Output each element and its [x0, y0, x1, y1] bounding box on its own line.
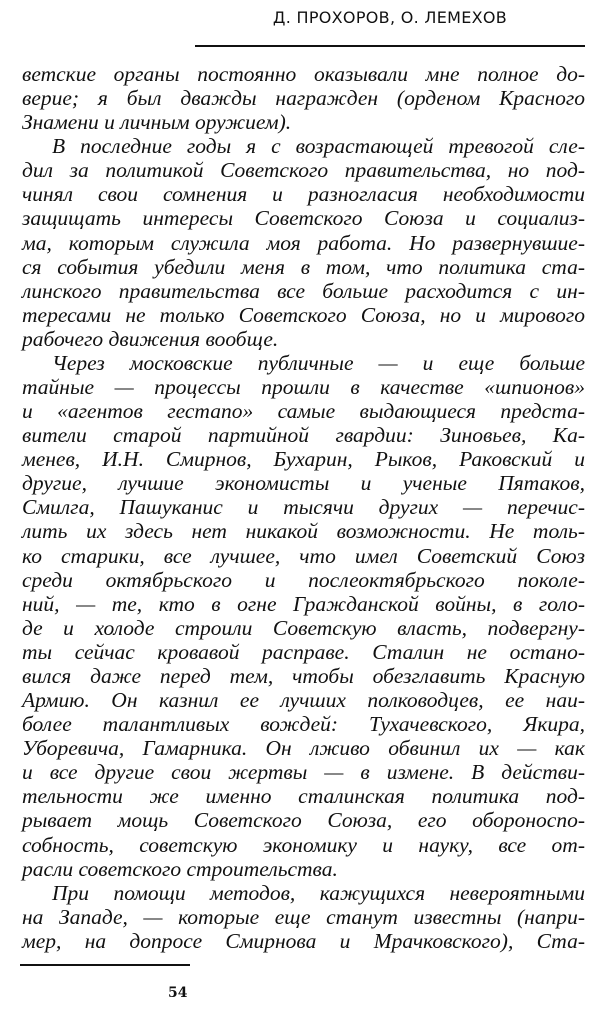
text-line: ний, — те, кто в огне Гражданской войны, в голо- — [22, 591, 585, 616]
text-line: Знамени и личным оружием). — [22, 110, 292, 135]
text-line: ма, которым служила моя работа. Но развернувшие- — [22, 230, 585, 255]
text-line: ся события убедили меня в том, что политика ста- — [22, 254, 585, 279]
text-line: Через московские публичные — и еще больше — [52, 350, 585, 375]
text-line: де и холоде строили Советскую власть, подвергну- — [22, 615, 585, 640]
text-line: рабочего движения вообще. — [22, 326, 279, 351]
header-rule — [195, 45, 585, 47]
text-line: ты сейчас кровавой расправе. Сталин не остано- — [22, 639, 585, 664]
text-line: При помощи методов, кажущихся невероятными — [52, 880, 585, 905]
text-line: Армию. Он казнил ее лучших полководцев, ее наи- — [22, 688, 585, 713]
body-text — [22, 62, 585, 953]
text-line: тельности же именно сталинская политика под- — [22, 784, 585, 809]
text-line: рывает мощь Советского Союза, его обороноспо- — [22, 808, 585, 833]
text-line: менев, И.Н. Смирнов, Бухарин, Рыков, Раковский и — [22, 447, 585, 472]
text-line: чинял свои сомнения и разногласия необходимости — [22, 182, 585, 207]
text-line: В последние годы я с возрастающей тревогой сле- — [52, 134, 585, 159]
text-line: и все другие свои жертвы — в измене. В действи- — [22, 760, 585, 785]
text-line: расли советского строительства. — [22, 856, 338, 881]
text-line: лить их здесь нет никакой возможности. Не толь- — [22, 519, 585, 544]
text-line: другие, лучшие экономисты и ученые Пятаков, — [22, 471, 585, 496]
text-line: среди октябрьского и послеоктябрьского поколе- — [22, 567, 585, 592]
text-line: защищать интересы Советского Союза и социализ- — [22, 206, 585, 231]
text-line: мер, на допросе Смирнова и Мрачковского), Ста- — [22, 928, 585, 953]
footnote-rule — [20, 964, 190, 966]
text-line: ветские органы постоянно оказывали мне полное до- — [22, 62, 585, 86]
text-line: собность, советскую экономику и науку, все от- — [22, 832, 585, 857]
text-line: ко старики, все лучшее, что имел Советский Союз — [22, 543, 585, 568]
text-line: на Западе, — которые еще станут известны (напри- — [22, 904, 585, 929]
text-line: более талантливых вождей: Тухачевского, Якира, — [22, 712, 585, 737]
text-line: вители старой партийной гвардии: Зиновьев, Ка- — [22, 423, 585, 448]
text-line: линского правительства все больше расходится с ин- — [22, 278, 585, 303]
text-line: Уборевича, Гамарника. Он лживо обвинил их — как — [22, 736, 585, 761]
text-line: тересами не только Советского Союза, но и мирового — [22, 302, 585, 327]
text-line: верие; я был дважды награжден (орденом Красного — [22, 86, 585, 111]
page-number: 54 — [168, 985, 188, 1001]
running-header: Д. ПРОХОРОВ, О. ЛЕМЕХОВ — [272, 8, 508, 27]
text-line: и «агентов гестапо» самые выдающиеся предста- — [22, 399, 585, 424]
text-line: вился даже перед тем, чтобы обезглавить Красную — [22, 663, 585, 688]
text-line: дил за политикой Советского правительства, но под- — [22, 158, 585, 183]
text-line: тайные — процессы прошли в качестве «шпионов» — [22, 375, 585, 400]
text-line: Смилга, Пашуканис и тысячи других — перечис- — [22, 495, 585, 520]
